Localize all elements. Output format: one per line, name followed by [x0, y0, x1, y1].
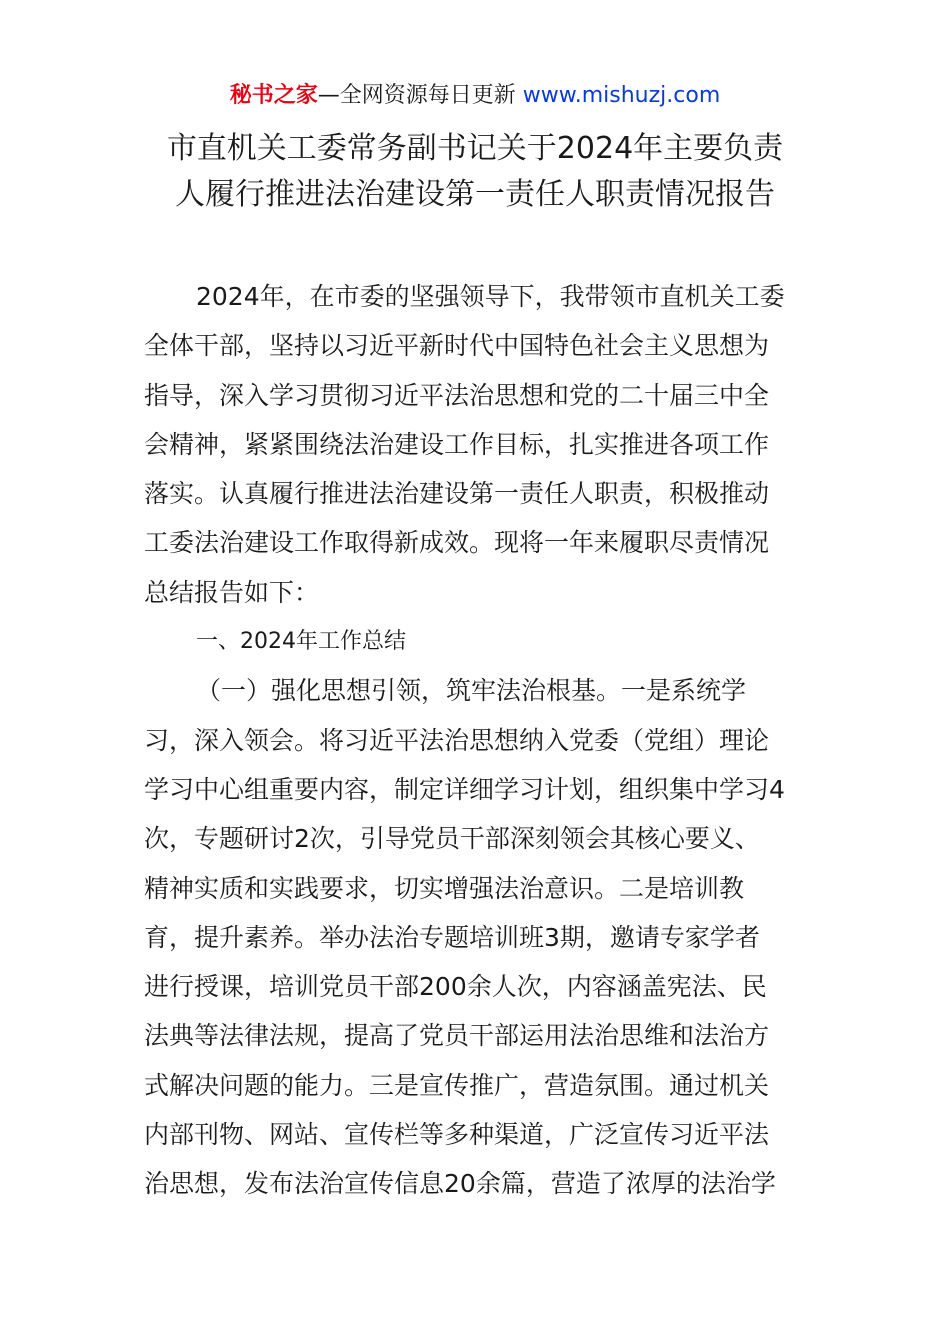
body-line: 指导，深入学习贯彻习近平法治思想和党的二十届三中全: [144, 380, 770, 410]
body-line: 进行授课，培训党员干部200余人次，内容涵盖宪法、民: [144, 972, 767, 1002]
subsection-line: （一）强化思想引领，筑牢法治根基。一是系统学: [196, 676, 747, 706]
body-line: 内部刊物、网站、宣传栏等多种渠道，广泛宣传习近平法: [144, 1120, 770, 1150]
body-line: 工委法治建设工作取得新成效。现将一年来履职尽责情况: [144, 528, 770, 558]
body-line: 总结报告如下：: [144, 577, 320, 607]
site-brand: 秘书之家: [229, 83, 318, 108]
site-header: [0, 80, 950, 112]
body-line: 治思想，发布法治宣传信息20余篇，营造了浓厚的法治学: [144, 1169, 776, 1199]
body-line: 2024年，在市委的坚强领导下，我带领市直机关工委: [196, 282, 785, 311]
section-heading: 一、2024年工作总结: [196, 629, 406, 655]
body-line: 会精神，紧紧围绕法治建设工作目标，扎实推进各项工作: [144, 429, 770, 459]
document-body: [144, 272, 814, 1209]
body-line: 落实。认真履行推进法治建设第一责任人职责，积极推动: [144, 479, 770, 509]
body-line: 式解决问题的能力。三是宣传推广，营造氛围。通过机关: [144, 1070, 770, 1100]
title-line-1: 市直机关工委常务副书记关于2024年主要负责: [166, 131, 784, 166]
body-line: 育，提升素养。举办法治专题培训班3期，邀请专家学者: [144, 922, 760, 952]
body-line: 全体干部，坚持以习近平新时代中国特色社会主义思想为: [144, 331, 770, 361]
body-line: 精神实质和实践要求，切实增强法治意识。二是培训教: [144, 873, 745, 903]
body-line: 习，深入领会。将习近平法治思想纳入党委（党组）理论: [144, 725, 770, 755]
site-url-link[interactable]: www.mishuzj.com: [522, 83, 721, 108]
body-line: 学习中心组重要内容，制定详细学习计划，组织集中学习4: [144, 774, 785, 804]
body-line: 次，专题研讨2次，引导党员干部深刻领会其核心要义、: [144, 824, 760, 854]
body-line: 法典等法律法规，提高了党员干部运用法治思维和法治方: [144, 1021, 770, 1051]
site-tagline: —全网资源每日更新: [317, 83, 516, 108]
title-line-2: 人履行推进法治建设第一责任人职责情况报告: [175, 177, 775, 212]
document-title: [100, 126, 850, 218]
